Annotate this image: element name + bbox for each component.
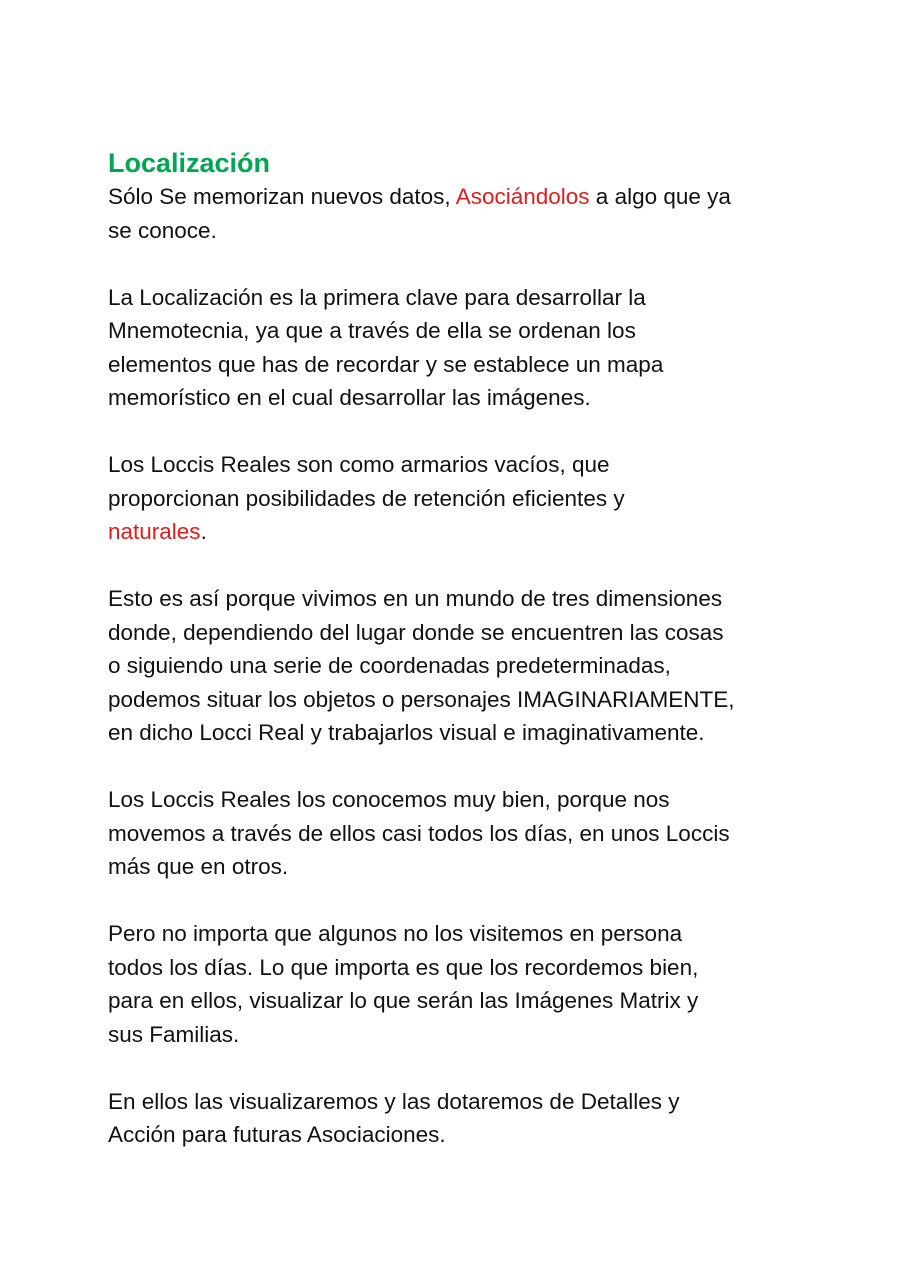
- paragraph-line: Esto es así porque vivimos en un mundo de tres dimensiones: [108, 586, 723, 611]
- paragraph-1-line-1: [108, 180, 808, 214]
- paragraph-line: podemos situar los objetos o personajes IMAGINARIAMENTE,: [108, 686, 735, 712]
- paragraph-line: movemos a través de ellos casi todos los días, en unos Loccis: [108, 820, 730, 846]
- document-page: [108, 146, 808, 1185]
- paragraph-1-line-2: se conoce.: [108, 217, 217, 243]
- paragraph-line: En ellos las visualizaremos y las dotaremos de Detalles y: [108, 1088, 680, 1114]
- paragraph-6: [108, 917, 808, 1051]
- paragraph-line: Los Loccis Reales los conocemos muy bien, porque nos: [108, 787, 670, 812]
- paragraph-line: todos los días. Lo que importa es que los recordemos bien,: [108, 954, 699, 980]
- paragraph-line: memorístico en el cual desarrollar las imágenes.: [108, 385, 591, 410]
- text-segment: a algo que ya: [589, 184, 731, 209]
- paragraph-3: [108, 448, 808, 549]
- text-segment: Sólo Se memorizan nuevos datos,: [108, 184, 456, 209]
- paragraph-2: [108, 281, 808, 415]
- paragraph-line: en dicho Locci Real y trabajarlos visual e imaginativamente.: [108, 720, 705, 745]
- highlight-word: Asociándolos: [455, 184, 590, 209]
- paragraph-line: La Localización es la primera clave para desarrollar la: [108, 284, 646, 310]
- paragraph-4: [108, 582, 808, 750]
- paragraph-line: sus Familias.: [108, 1021, 240, 1047]
- paragraph-line: proporcionan posibilidades de retención eficientes y: [108, 485, 625, 511]
- highlight-word: naturales: [108, 519, 201, 544]
- paragraph-7: [108, 1085, 808, 1152]
- text-segment: .: [200, 519, 207, 544]
- paragraph-line: para en ellos, visualizar lo que serán las Imágenes Matrix y: [108, 988, 699, 1013]
- paragraph-line: Mnemotecnia, ya que a través de ella se ordenan los: [108, 318, 636, 343]
- paragraph-1: [108, 180, 808, 247]
- paragraph-5: [108, 783, 808, 884]
- paragraph-line: elementos que has de recordar y se establece un mapa: [108, 351, 664, 377]
- page-title: Localización: [108, 148, 271, 178]
- paragraph-line: Los Loccis Reales son como armarios vacíos, que: [108, 452, 610, 477]
- paragraph-line: o siguiendo una serie de coordenadas predeterminadas,: [108, 653, 671, 678]
- paragraph-line: más que en otros.: [108, 854, 289, 879]
- paragraph-line: Pero no importa que algunos no los visitemos en persona: [108, 921, 683, 946]
- paragraph-line: Acción para futuras Asociaciones.: [108, 1122, 446, 1147]
- paragraph-line: donde, dependiendo del lugar donde se encuentren las cosas: [108, 619, 724, 645]
- paragraph-line: [108, 515, 808, 549]
